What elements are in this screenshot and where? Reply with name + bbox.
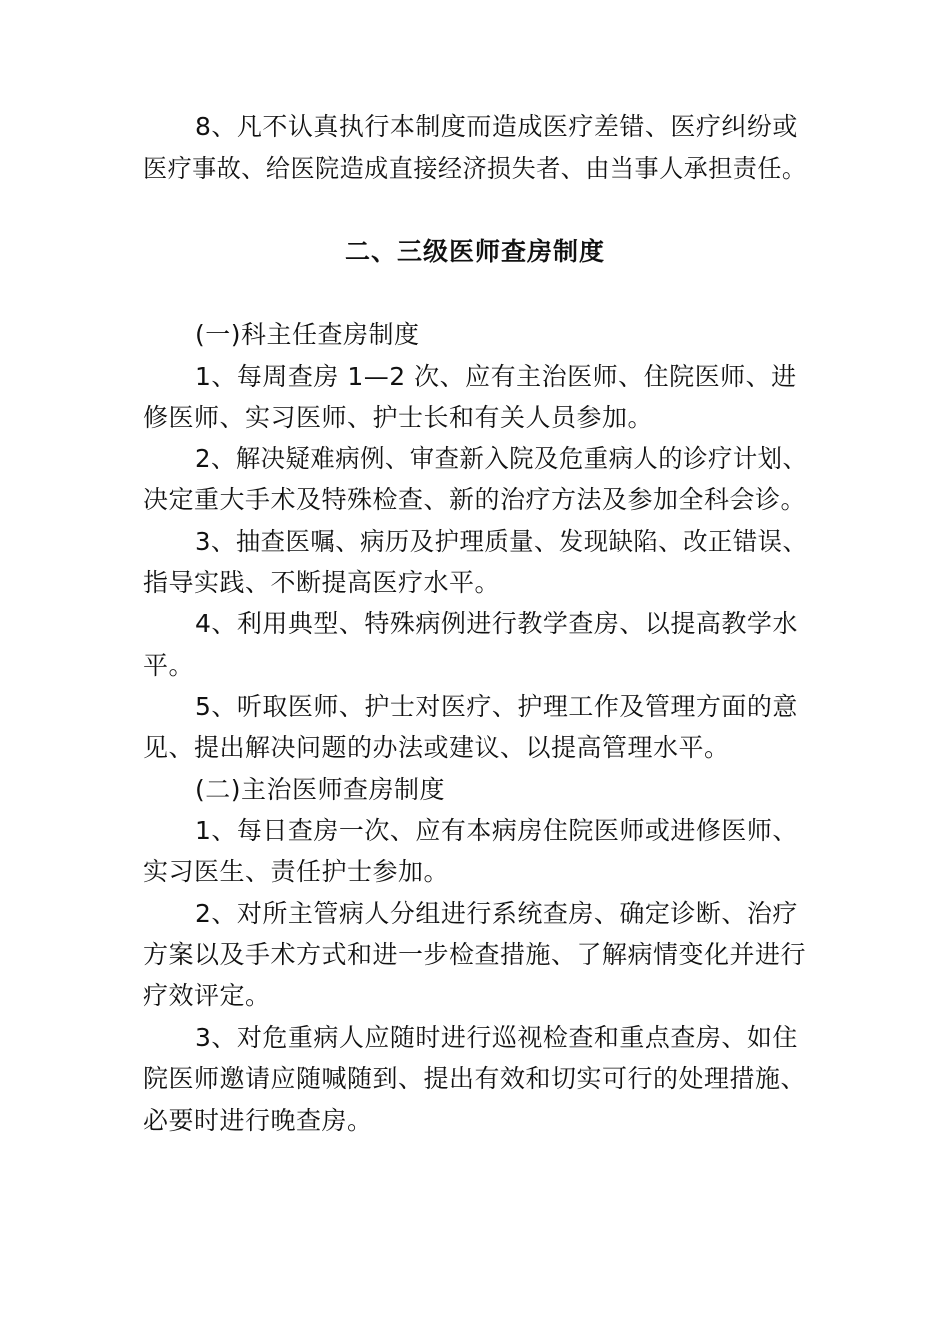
paragraph-line: 4、利用典型、特殊病例进行教学查房、以提高教学水 — [195, 609, 798, 638]
paragraph-line: 2、解决疑难病例、审查新入院及危重病人的诊疗计划、 — [195, 444, 808, 473]
paragraph-line: 1、每周查房 1—2 次、应有主治医师、住院医师、进 — [195, 362, 797, 391]
section-title: 二、三级医师查房制度 — [344, 237, 605, 266]
paragraph-line: 方案以及手术方式和进一步检查措施、了解病情变化并进行 — [143, 940, 807, 969]
subsection-title: (二)主治医师查房制度 — [195, 775, 446, 804]
paragraph-line: 决定重大手术及特殊检查、新的治疗方法及参加全科会诊。 — [143, 485, 807, 514]
paragraph-line: 5、听取医师、护士对医疗、护理工作及管理方面的意 — [195, 692, 798, 721]
paragraph-line: 指导实践、不断提高医疗水平。 — [143, 568, 501, 597]
paragraph-line: 8、凡不认真执行本制度而造成医疗差错、医疗纠纷或 — [195, 112, 798, 141]
paragraph-line: 见、提出解决问题的办法或建议、以提高管理水平。 — [143, 733, 730, 762]
paragraph-line: 修医师、实习医师、护士长和有关人员参加。 — [143, 403, 654, 432]
paragraph-line: 3、抽查医嘱、病历及护理质量、发现缺陷、改正错误、 — [195, 527, 808, 556]
paragraph-line: 平。 — [143, 651, 195, 680]
paragraph-line: 必要时进行晚查房。 — [143, 1106, 373, 1135]
paragraph-line: 医疗事故、给医院造成直接经济损失者、由当事人承担责任。 — [143, 154, 807, 183]
paragraph-line: 实习医生、责任护士参加。 — [143, 857, 450, 886]
subsection-title: (一)科主任查房制度 — [195, 320, 420, 349]
paragraph-line: 2、对所主管病人分组进行系统查房、确定诊断、治疗 — [195, 899, 798, 928]
paragraph-line: 疗效评定。 — [143, 981, 271, 1010]
paragraph-line: 院医师邀请应随喊随到、提出有效和切实可行的处理措施、 — [143, 1064, 807, 1093]
paragraph-line: 1、每日查房一次、应有本病房住院医师或进修医师、 — [195, 816, 798, 845]
paragraph-line: 3、对危重病人应随时进行巡视检查和重点查房、如住 — [195, 1023, 798, 1052]
